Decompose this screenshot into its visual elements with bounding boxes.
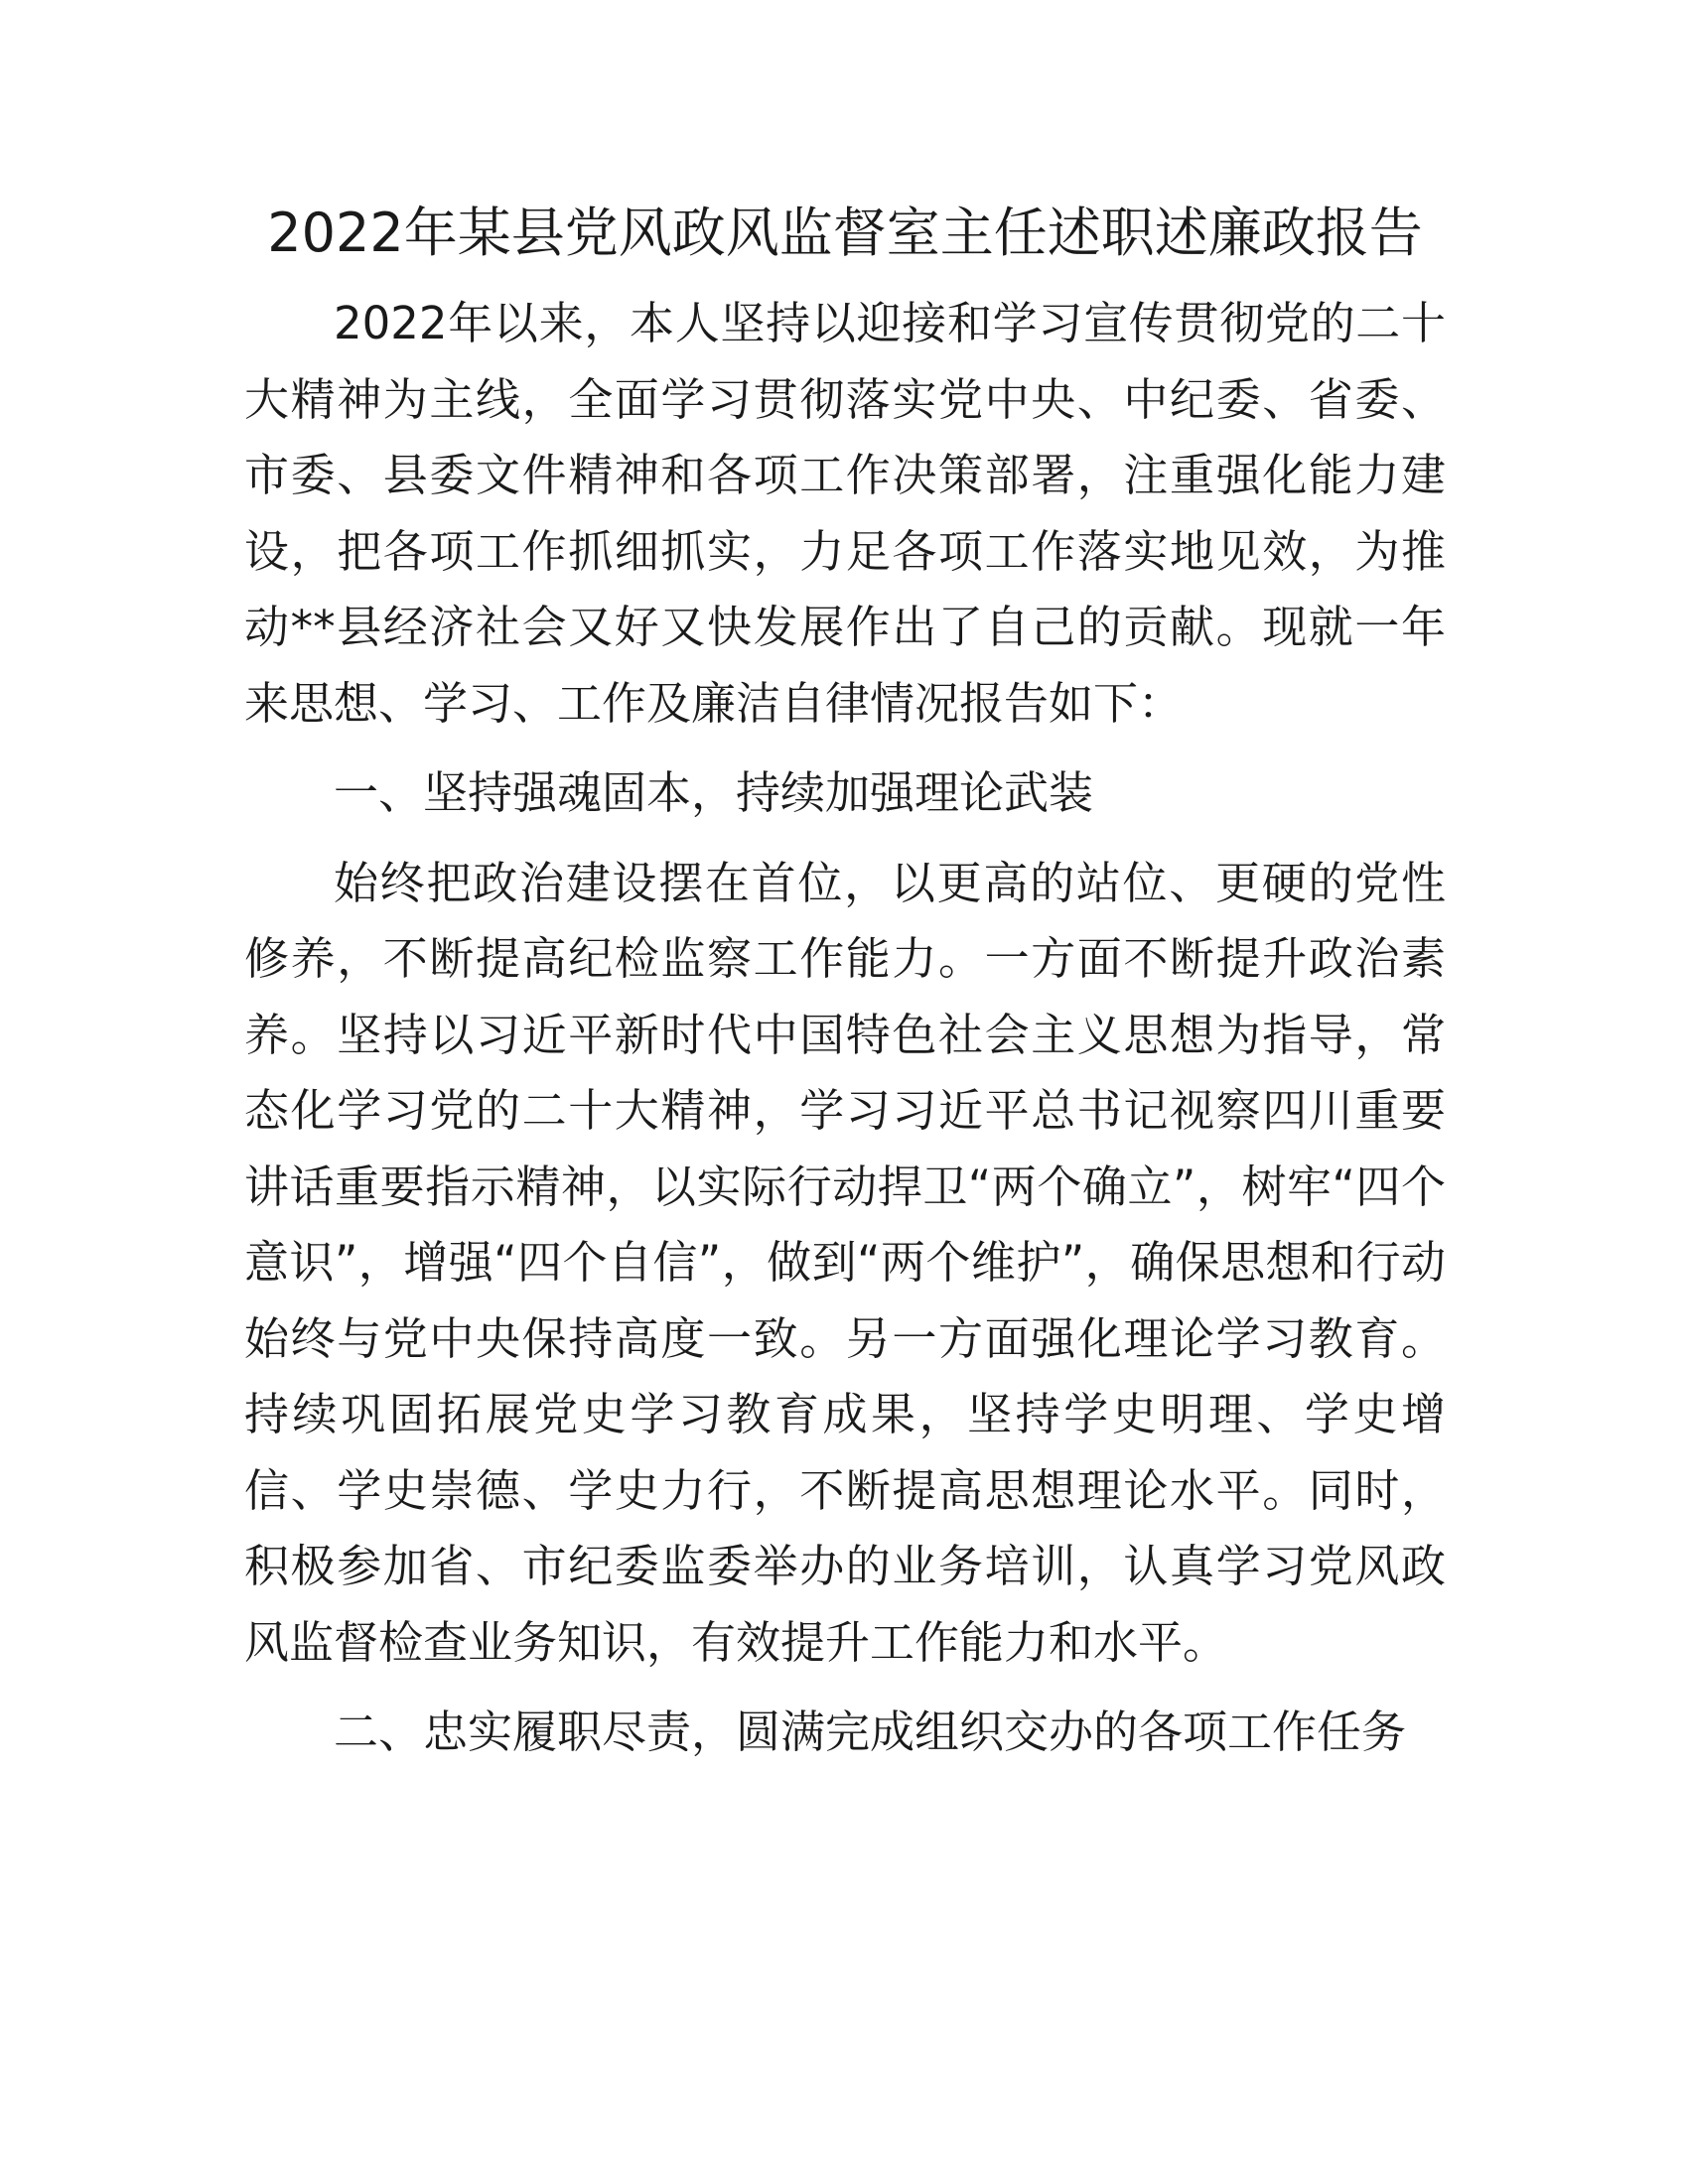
section-1-heading: 一、坚持强魂固本，持续加强理论武装	[334, 766, 1094, 819]
section-1-paragraph: 始终把政治建设摆在首位，以更高的站位、更硬的党性修养，不断提高纪检监察工作能力。一方面不断提升政治素养。坚持以习近平新时代中国特色社会主义思想为指导，常态化学习党的二十大精神，学习习近平总书记视察四川重要讲话重要指示精神，以实际行动捍卫“两个确立”，树牢“四个意识”，增强“四个自信”，做到“两个维护”，确保思想和行动始终与党中央保持高度一致。另一方面强化理论学习教育。持续巩固拓展党史学习教育成果，坚持学史明理、学史增信、学史崇德、学史力行，不断提高思想理论水平。同时，积极参加省、市纪委监委举办的业务培训，认真学习党风政风监督检查业务知识，有效提升工作能力和水平。	[244, 856, 1446, 1669]
intro-paragraph: 2022年以来，本人坚持以迎接和学习宣传贯彻党的二十大精神为主线，全面学习贯彻落实党中央、中纪委、省委、市委、县委文件精神和各项工作决策部署，注重强化能力建设，把各项工作抓细抓实，力足各项工作落实地见效，为推动**县经济社会又好又快发展作出了自己的贡献。现就一年来思想、学习、工作及廉洁自律情况报告如下：	[244, 297, 1446, 730]
document-body	[244, 189, 1446, 1785]
section-2-heading: 二、忠实履职尽责，圆满完成组织交办的各项工作任务	[334, 1706, 1407, 1758]
document-title: 2022年某县党风政风监督室主任述职述廉政报告	[267, 202, 1423, 264]
